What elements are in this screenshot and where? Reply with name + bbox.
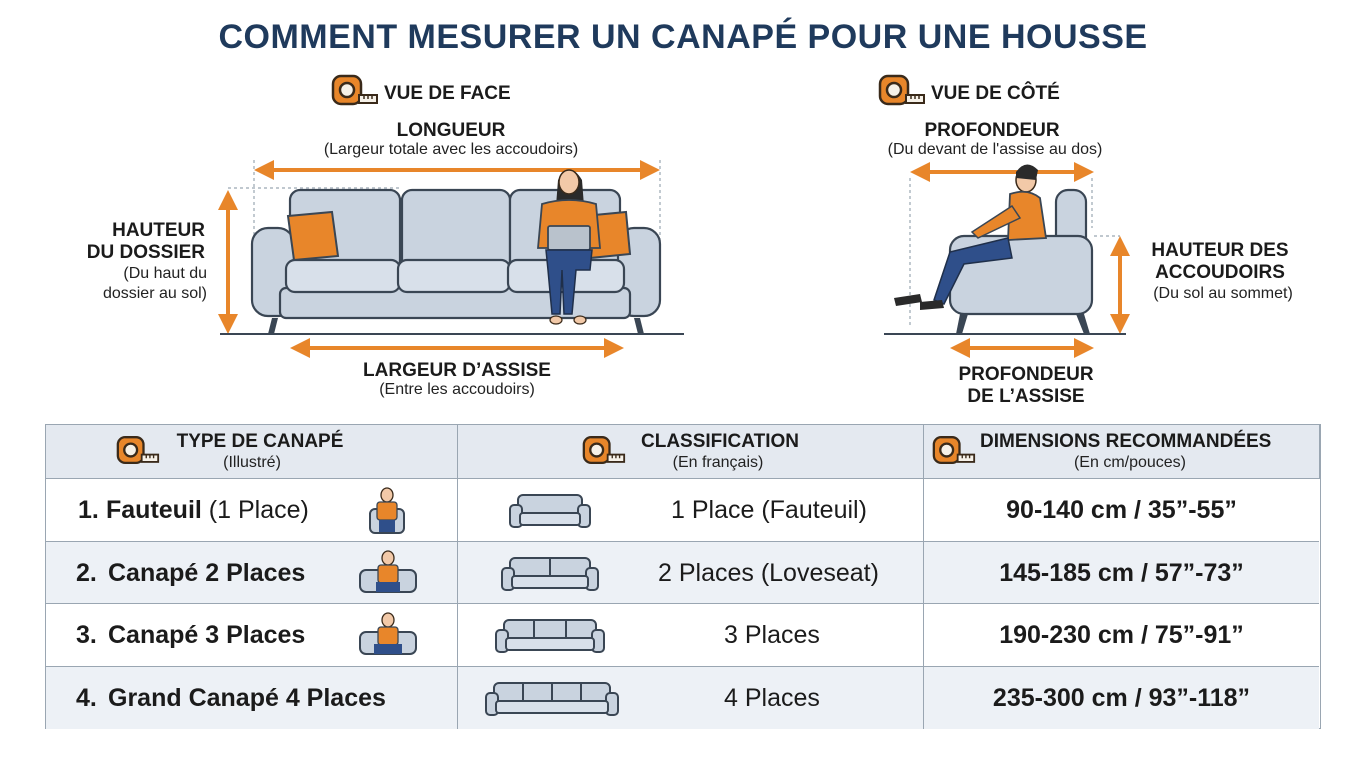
arm-height-subtitle: (Du sol au sommet) (1153, 285, 1293, 302)
loveseat-person-icon (356, 546, 420, 602)
seat-width-title: LARGEUR D’ASSISE (363, 360, 551, 381)
header-subtitle: (Illustré) (223, 454, 281, 471)
row-classification: 3 Places (724, 621, 820, 649)
seat-depth-title-1: PROFONDEUR (958, 364, 1094, 385)
row-number: 1. (78, 496, 99, 524)
back-height-title-1: HAUTEUR (112, 220, 205, 241)
armchair-person-icon (362, 483, 412, 539)
row-number: 2. (76, 558, 97, 587)
table-row (46, 667, 1319, 730)
side-view-armchair-diagram (880, 158, 1140, 358)
sofa-size-table (45, 424, 1321, 729)
table-row (46, 542, 1319, 605)
table-row (46, 604, 1319, 667)
table-header-type (46, 425, 458, 479)
front-view-label: VUE DE FACE (384, 83, 511, 104)
sofa-icon (494, 616, 606, 656)
row-classification: 2 Places (Loveseat) (658, 558, 879, 587)
tape-measure-icon (331, 74, 379, 106)
front-view-sofa-diagram (210, 150, 690, 360)
back-height-title-2: DU DOSSIER (86, 242, 205, 263)
row-number: 4. (76, 683, 97, 712)
seat-width-subtitle: (Entre les accoudoirs) (379, 381, 535, 398)
back-height-subtitle-1: (Du haut du (123, 265, 207, 282)
row-number: 3. (76, 621, 97, 649)
row-dimensions: 235-300 cm / 93”-118” (992, 683, 1251, 712)
length-subtitle: (Largeur totale avec les accoudoirs) (323, 141, 579, 158)
row-dimensions: 190-230 cm / 75”-91” (999, 621, 1244, 649)
row-type: Canapé 3 Places (108, 621, 306, 649)
laptop-icon (548, 226, 590, 250)
seat-depth-title-2: DE L’ASSISE (967, 386, 1085, 407)
header-title: DIMENSIONS RECOMMANDÉES (980, 431, 1272, 452)
sofa-person-icon (356, 608, 420, 664)
tape-measure-icon (582, 435, 626, 465)
sofa-icon (508, 491, 592, 531)
header-title: CLASSIFICATION (641, 431, 799, 452)
header-title: TYPE DE CANAPÉ (176, 431, 344, 452)
header-subtitle: (En français) (672, 454, 764, 471)
row-classification: 4 Places (724, 683, 820, 712)
sofa-icon (500, 554, 600, 594)
row-classification: 1 Place (Fauteuil) (671, 496, 867, 524)
side-view-label: VUE DE CÔTÉ (931, 83, 1060, 104)
depth-title: PROFONDEUR (924, 120, 1060, 141)
tape-measure-icon (116, 435, 160, 465)
back-height-subtitle-2: dossier au sol) (102, 285, 207, 302)
table-header-classification (458, 425, 924, 479)
length-title: LONGUEUR (396, 120, 506, 141)
table-row (46, 479, 1319, 542)
header-subtitle: (En cm/pouces) (1073, 454, 1187, 471)
page-title: COMMENT MESURER UN CANAPÉ POUR UNE HOUSSE (218, 18, 1148, 56)
tape-measure-icon (932, 435, 976, 465)
row-dimensions: 145-185 cm / 57”-73” (999, 558, 1244, 587)
row-type: Fauteuil (1 Place) (106, 496, 309, 524)
depth-subtitle: (Du devant de l'assise au dos) (887, 141, 1103, 158)
arm-height-title-2: ACCOUDOIRS (1155, 262, 1285, 283)
sofa-icon (484, 679, 620, 719)
row-type: Canapé 2 Places (108, 558, 306, 587)
table-header-dimensions (924, 425, 1320, 479)
arm-height-title-1: HAUTEUR DES (1151, 240, 1289, 261)
row-type: Grand Canapé 4 Places (108, 683, 386, 712)
tape-measure-icon (878, 74, 926, 106)
row-dimensions: 90-140 cm / 35”-55” (1006, 496, 1237, 524)
